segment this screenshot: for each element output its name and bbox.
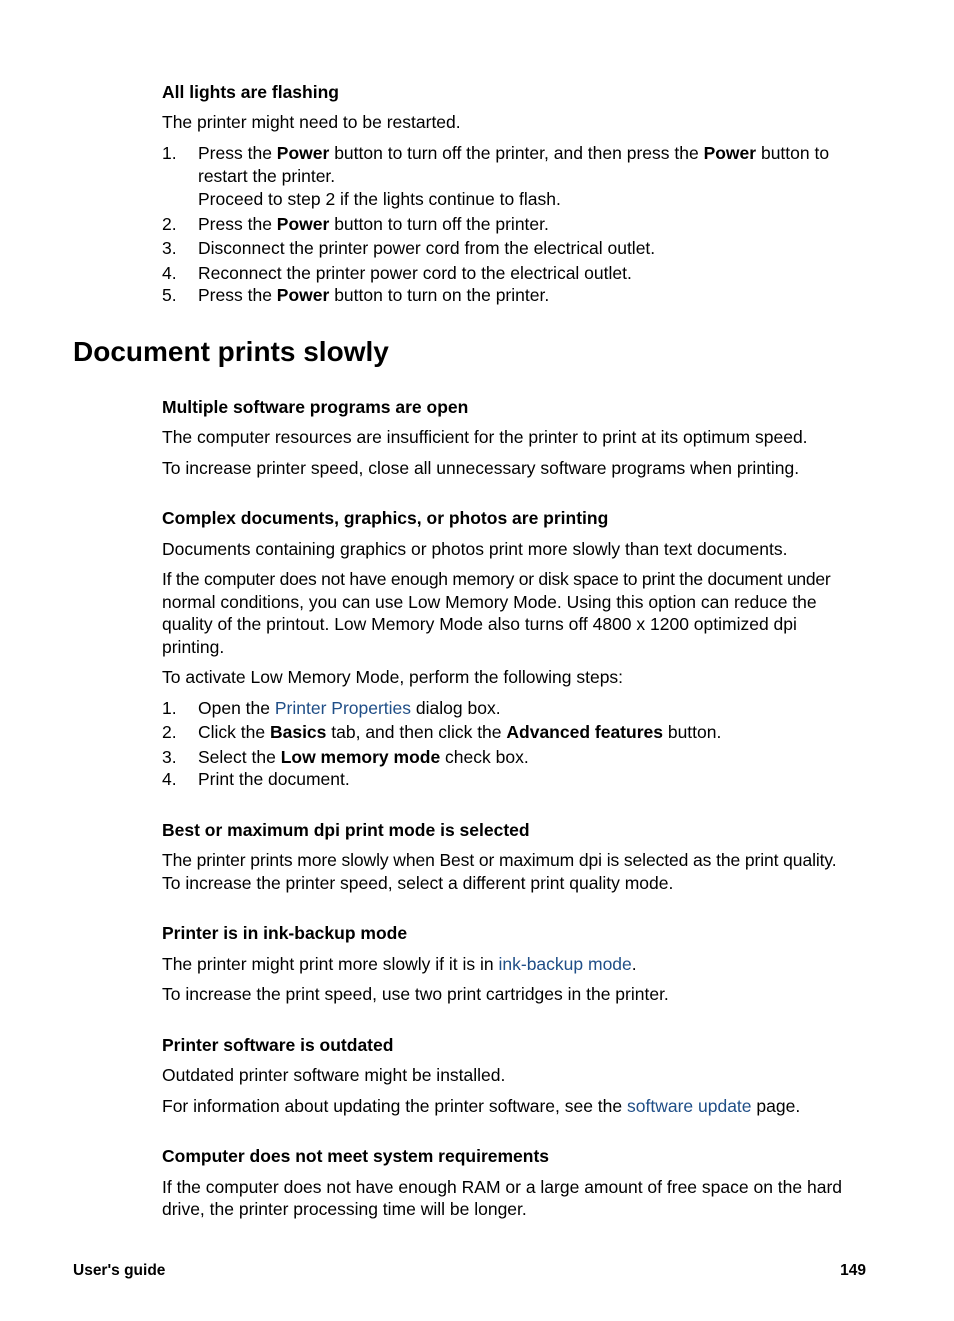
section-heading-system-requirements: Computer does not meet system requirements (162, 1146, 550, 1166)
section-heading-complex-documents: Complex documents, graphics, or photos are printing (162, 508, 609, 528)
section-heading-best-dpi: Best or maximum dpi print mode is selected (162, 820, 530, 840)
paragraph: To increase printer speed, close all unnecessary software programs when printing. (162, 458, 800, 478)
section-heading-multiple-programs: Multiple software programs are open (162, 397, 469, 417)
paragraph: For information about updating the printer software, see the software update page. (162, 1096, 801, 1116)
paragraph-line: printing. (162, 637, 225, 657)
footer-guide-label: User's guide (73, 1262, 166, 1279)
list-text: Press the Power button to turn off the printer, and then press the Power button to restart the printer. (198, 143, 830, 186)
paragraph-line: quality of the printout. Low Memory Mode also turns off 4800 x 1200 optimized dpi (162, 614, 797, 634)
paragraph: Outdated printer software might be installed. (162, 1065, 506, 1085)
software-update-link[interactable]: software update (627, 1096, 752, 1116)
section-heading-ink-backup: Printer is in ink-backup mode (162, 923, 408, 943)
paragraph: The computer resources are insufficient for the printer to print at its optimum speed. (162, 427, 808, 447)
list-number: 1. (162, 143, 177, 163)
paragraph: To activate Low Memory Mode, perform the following steps: (162, 667, 624, 687)
paragraph: The printer might print more slowly if it is in ink-backup mode. (162, 954, 637, 974)
section-heading-software-outdated: Printer software is outdated (162, 1035, 394, 1055)
ink-backup-mode-link[interactable]: ink-backup mode (498, 954, 632, 974)
printer-properties-link[interactable]: Printer Properties (274, 698, 412, 718)
section-heading-lights-flashing: All lights are flashing (162, 82, 339, 102)
paragraph: To increase the print speed, use two print cartridges in the printer. (162, 984, 669, 1004)
paragraph-line: normal conditions, you can use Low Memory Mode. Using this option can reduce the (162, 592, 817, 612)
paragraph-line: To increase the printer speed, select a different print quality mode. (162, 873, 674, 893)
paragraph: The printer might need to be restarted. (162, 112, 461, 132)
page-number: 149 (840, 1262, 866, 1279)
list-item (162, 142, 872, 188)
paragraph-line: The printer prints more slowly when Best or maximum dpi is selected as the print quality. (162, 850, 837, 870)
paragraph-line: If the computer does not have enough RAM or a large amount of free space on the hard (162, 1177, 843, 1197)
paragraph-line: drive, the printer processing time will be longer. (162, 1199, 527, 1219)
page-title: Document prints slowly (73, 336, 389, 367)
paragraph-line: If the computer does not have enough memory or disk space to print the document under (162, 569, 831, 589)
paragraph: Documents containing graphics or photos print more slowly than text documents. (162, 539, 788, 559)
document-page: All lights are flashing The printer might need to be restarted. 1. Press the Power button to turn off the printer, and then press the Power button to restart the printer. Proceed to step 2 if the lights continue to flash. 2. Press the Power button to turn off the printer. 3. Disconnect the printer power cord from the electrical outlet. 4. Reconnect the printer power cord to the electrical outlet. 5. Press the Power button to turn on the printer. Document prints slowly Multiple software programs are open The computer resources are insufficient for the printer to print at its optimum speed. To increase printer speed, close all unnecessary software programs when printing. Complex documents, graphics, or photos are printing Documents containing graphics or photos print more slowly than text documents. If the computer does not have enough memory or disk space to print the document under normal conditions, you can use Low Memory Mode. Using this option can reduce the quality of the printout. Low Memory Mode also turns off 4800 x 1200 optimized dpi printing. To activate Low Memory Mode, perform the following steps: 1. Open the Printer Properties dialog box. 2. Click the Basics tab, and then click the Advanced features button. 3. Select the Low memory mode check box. 4. Print the document. Best or maximum dpi print mode is selected The printer prints more slowly when Best or maximum dpi is selected as the print quality. To increase the printer speed, select a different print quality mode. Printer is in ink-backup mode The printer might print more slowly if it is in ink-backup mode. To increase the print speed, use two print cartridges in the printer. Printer software is outdated Outdated printer software might be installed. For information about updating the printer software, see the software update page. Computer does not meet system requirements If the computer does not have enough RAM or a large amount of free space on the hard drive, the printer processing time will be longer. User's guide 149 (0, 0, 954, 1321)
